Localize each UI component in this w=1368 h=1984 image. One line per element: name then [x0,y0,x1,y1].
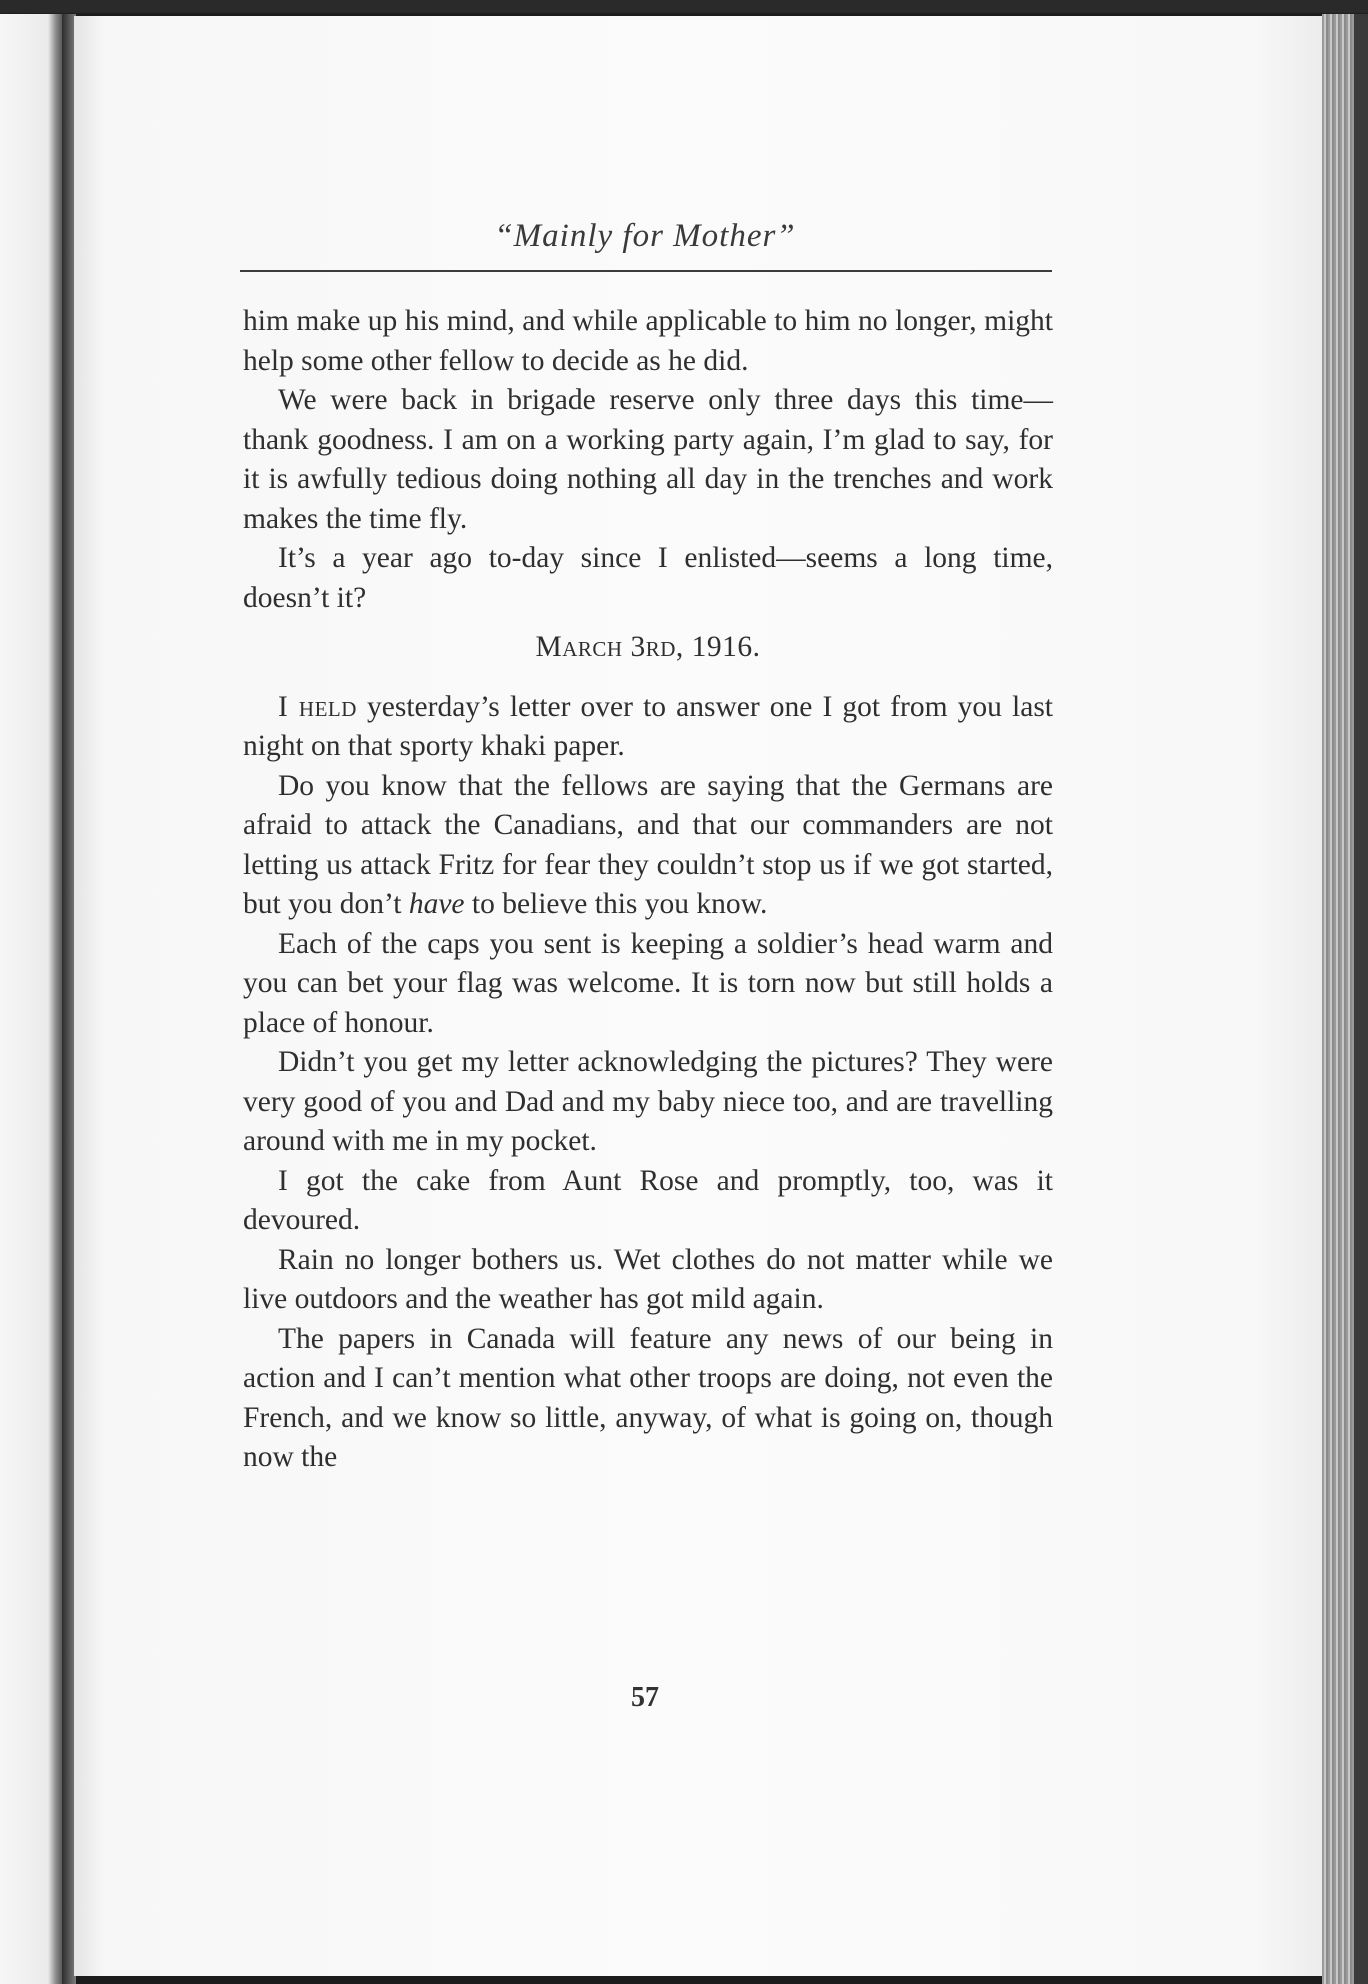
page-number: 57 [631,1682,659,1713]
page-body [243,302,1053,1478]
paragraph: I got the cake from Aunt Rose and promptly, too, was it devoured. [243,1164,1053,1236]
paragraph-text: Do you know that the fellows are saying that the Germans are afraid to attack the Canadians, and that our commanders are not letting us attack Fritz for fear they couldn’t stop us if we got started, but you don’t [243,769,1053,920]
page-stack-edge [1322,14,1368,1984]
header-rule [240,270,1052,272]
opening-text: yesterday’s letter over to answer one I got from you last night on that sporty khaki paper. [243,690,1053,762]
date-heading: March 3rd, 1916. [535,631,761,663]
paragraph-continued: him make up his mind, and while applicable to him no longer, might help some other fellow to decide as he did. [243,305,1053,377]
emphasis-word: have [408,888,465,920]
letter-opening-paragraph [243,688,1053,767]
paragraph: The papers in Canada will feature any news of our being in action and I can’t mention what other troops are doing, not even the French, and we know so little, anyway, of what is going on, though now the [243,1322,1053,1473]
paragraph: Each of the caps you sent is keeping a soldier’s head warm and you can bet your flag was welcome. It is torn now but still holds a place of honour. [243,927,1053,1039]
opening-words: I held [278,690,357,723]
paragraph: Didn’t you get my letter acknowledging the pictures? They were very good of you and Dad and my baby niece too, and are travelling around with me in my pocket. [243,1046,1053,1157]
paragraph-text: to believe this you know. [464,888,768,920]
running-head: “Mainly for Mother” [494,218,796,254]
paragraph [243,767,1053,925]
paragraph: It’s a year ago to-day since I enlisted—seems a long time, doesn’t it? [243,542,1053,614]
paragraph: We were back in brigade reserve only three days this time—thank goodness. I am on a working party again, I’m glad to say, for it is awfully tedious doing nothing all day in the trenches and work makes the time fly. [243,384,1053,535]
paragraph: Rain no longer bothers us. Wet clothes do not matter while we live outdoors and the weather has got mild again. [243,1243,1053,1315]
facing-page-edge [0,14,62,1984]
